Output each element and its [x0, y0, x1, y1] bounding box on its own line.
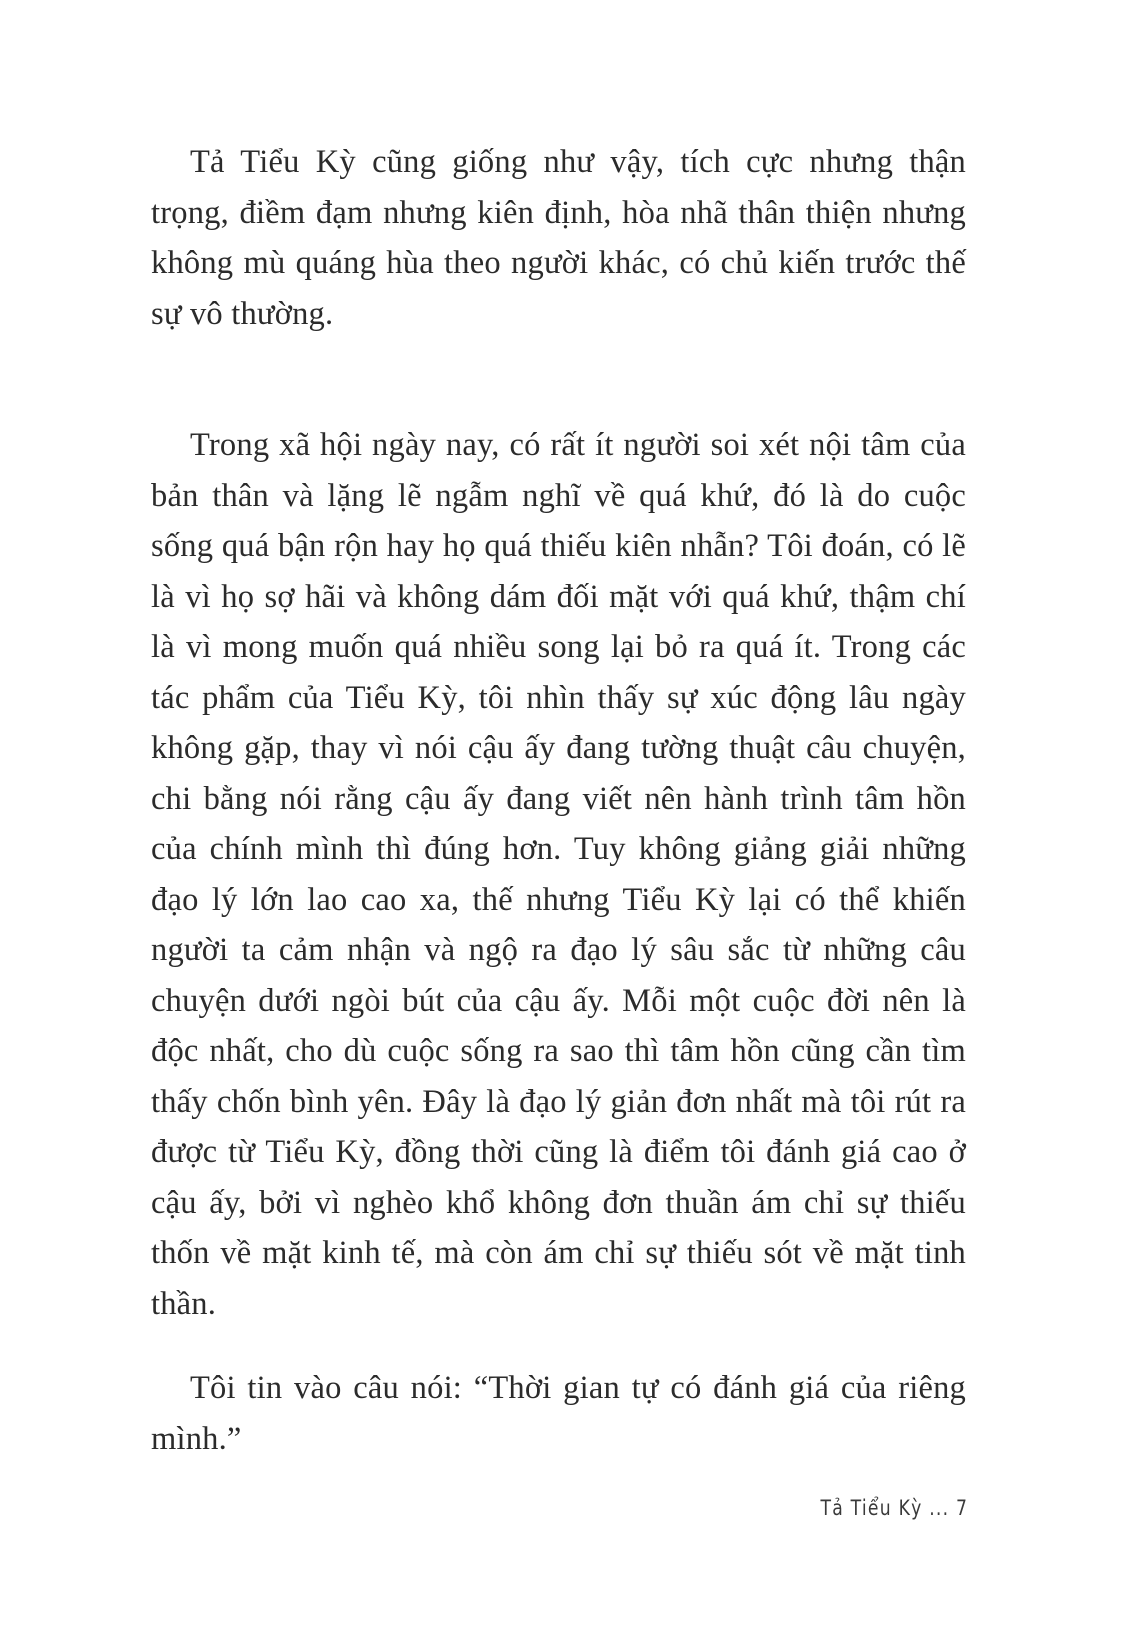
- paragraph-2: Trong xã hội ngày nay, có rất ít người soi xét nội tâm của bản thân và lặng lẽ ngẫm nghĩ về quá khứ, đó là do cuộc sống quá bận rộn hay họ quá thiếu kiên nhẫn? Tôi đoán, có lẽ là vì họ sợ hãi và không dám đối mặt với quá khứ, thậm chí là vì mong muốn quá nhiều song lại bỏ ra quá ít. Trong các tác phẩm của Tiểu Kỳ, tôi nhìn thấy sự xúc động lâu ngày không gặp, thay vì nói cậu ấy đang tường thuật câu chuyện, chi bằng nói rằng cậu ấy đang viết nên hành trình tâm hồn của chính mình thì đúng hơn. Tuy không giảng giải những đạo lý lớn lao cao xa, thế nhưng Tiểu Kỳ lại có thể khiến người ta cảm nhận và ngộ ra đạo lý sâu sắc từ những câu chuyện dưới ngòi bút của cậu ấy. Mỗi một cuộc đời nên là độc nhất, cho dù cuộc sống ra sao thì tâm hồn cũng cần tìm thấy chốn bình yên. Đây là đạo lý giản đơn nhất mà tôi rút ra được từ Tiểu Kỳ, đồng thời cũng là điểm tôi đánh giá cao ở cậu ấy, bởi vì nghèo khổ không đơn thuần ám chỉ sự thiếu thốn về mặt kinh tế, mà còn ám chỉ sự thiếu sót về mặt tinh thần.: [151, 427, 966, 1322]
- page-footer-running-title: Tả Tiểu Kỳ ... 7: [820, 1496, 968, 1520]
- paragraph-1: Tả Tiểu Kỳ cũng giống như vậy, tích cực nhưng thận trọng, điềm đạm nhưng kiên định, hòa nhã thân thiện nhưng không mù quáng hùa theo người khác, có chủ kiến trước thế sự vô thường.: [151, 144, 966, 332]
- paragraph-3: Tôi tin vào câu nói: “Thời gian tự có đánh giá của riêng mình.”: [151, 1370, 966, 1457]
